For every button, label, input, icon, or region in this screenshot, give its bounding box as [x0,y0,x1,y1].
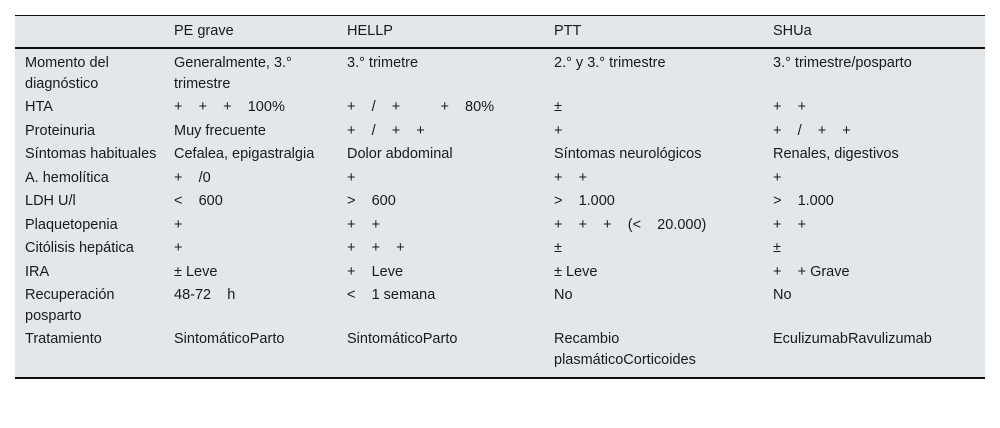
row-label: Plaquetopenia [25,216,118,233]
cell-pe-grave: Muy frecuente [174,122,266,139]
cell-pe-grave: + [174,240,183,256]
table-row-ira [15,260,985,284]
cell-pe-grave: < 600 [174,193,223,209]
cell-hellp: < 1 semana [347,287,436,303]
cell-ptt: Recambio plasmáticoCorticoides [554,331,696,368]
cell-hellp: + [347,169,356,186]
cell-shua: 3.° trimestre/posparto [773,55,912,71]
cell-pe-grave: + + + 100% [174,99,285,115]
table-row-anemia-hemolitica [15,166,985,190]
cell-ptt: ± Leve [554,263,598,280]
cell-shua: + + [773,216,807,233]
row-label: A. hemolítica [25,169,109,186]
cell-hellp: + / + + [347,122,425,139]
row-label: LDH U/l [25,193,76,209]
cell-ptt: ± [554,240,562,256]
cell-pe-grave: Generalmente, 3.° trimestre [174,55,292,92]
cell-hellp: Dolor abdominal [347,146,453,162]
table-row-hta [15,95,985,119]
table-row-momento-diagnostico [15,48,985,95]
cell-shua: EculizumabRavulizumab [773,331,932,347]
cell-pe-grave: + /0 [174,169,211,186]
cell-ptt: Síntomas neurológicos [554,146,702,162]
cell-shua: + / + + [773,122,851,139]
row-label: Síntomas habituales [25,146,157,162]
table-row-citolisis [15,236,985,260]
cell-hellp: 3.° trimetre [347,55,419,71]
header-row [15,16,985,49]
table-body [15,48,985,378]
table-row-recuperacion [15,283,985,327]
cell-ptt: 2.° y 3.° trimestre [554,55,666,71]
row-label: Tratamiento [25,331,102,347]
cell-ptt: + + + (< 20.000) [554,216,707,233]
comparison-table-container [15,15,985,379]
row-label: Momento del diagnóstico [25,55,109,92]
cell-ptt: ± [554,99,562,115]
row-label: Citólisis hepática [25,240,134,256]
cell-shua: > 1.000 [773,193,834,209]
table-row-ldh [15,189,985,213]
cell-shua: Renales, digestivos [773,146,899,162]
header-cell-hellp: HELLP [347,23,393,39]
header-cell-pe-grave: PE grave [174,23,234,39]
cell-pe-grave: + [174,216,183,233]
cell-hellp: + + + [347,240,405,256]
table-row-plaquetopenia [15,213,985,237]
header-cell-ptt: PTT [554,23,582,39]
cell-pe-grave: Cefalea, epigastralgia [174,146,315,162]
comparison-table [15,15,985,379]
cell-shua: ± [773,240,781,256]
cell-pe-grave: 48-72 h [174,287,236,303]
cell-ptt: > 1.000 [554,193,615,209]
cell-pe-grave: SintomáticoParto [174,331,285,347]
cell-hellp: + / + + 80% [347,99,495,115]
cell-ptt: No [554,287,573,303]
table-row-proteinuria [15,119,985,143]
cell-hellp: > 600 [347,193,396,209]
cell-hellp: + Leve [347,263,404,280]
header-cell-empty [15,16,164,49]
cell-hellp: + + [347,216,381,233]
row-label: Proteinuria [25,122,96,139]
row-label: IRA [25,263,50,280]
table-row-tratamiento [15,327,985,378]
cell-shua: + [773,169,782,186]
cell-ptt: + [554,122,563,139]
cell-shua: + + Grave [773,263,850,280]
table-header [15,16,985,49]
cell-shua: + + [773,99,807,115]
table-row-sintomas [15,142,985,166]
row-label: HTA [25,99,53,115]
cell-hellp: SintomáticoParto [347,331,458,347]
row-label: Recuperación posparto [25,287,115,324]
cell-shua: No [773,287,792,303]
cell-ptt: + + [554,169,588,186]
header-cell-shua: SHUa [773,23,812,39]
cell-pe-grave: ± Leve [174,263,218,280]
